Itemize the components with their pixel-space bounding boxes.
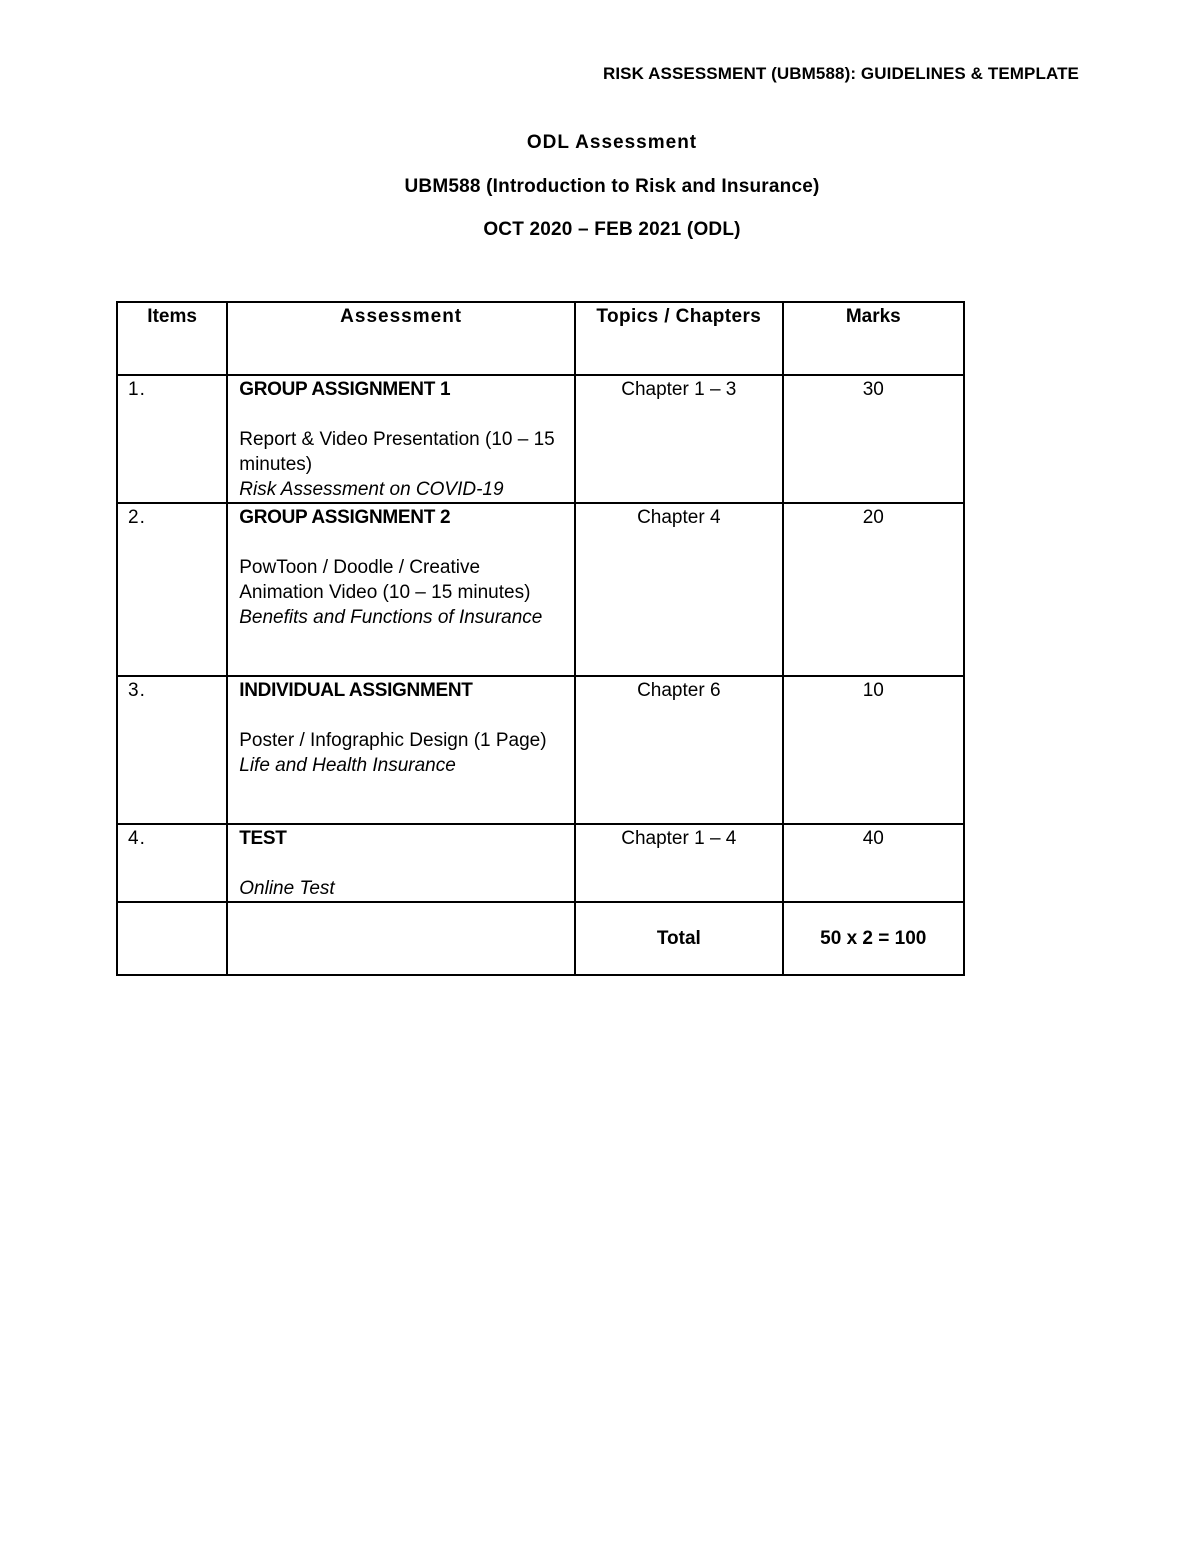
total-label: Total — [575, 902, 782, 975]
header-assessment: Assessment — [227, 302, 575, 375]
header-marks: Marks — [783, 302, 964, 375]
assessment-topic: Life and Health Insurance — [239, 755, 456, 776]
table-row — [117, 503, 964, 676]
row-assessment — [227, 676, 575, 824]
assessment-title: GROUP ASSIGNMENT 1 — [239, 379, 451, 400]
row-marks: 10 — [783, 676, 964, 824]
assessment-topic: Online Test — [239, 878, 335, 899]
total-empty-cell — [227, 902, 575, 975]
semester-title: OCT 2020 – FEB 2021 (ODL) — [483, 219, 741, 240]
row-marks: 30 — [783, 375, 964, 503]
row-chapters: Chapter 4 — [575, 503, 782, 676]
row-chapters: Chapter 6 — [575, 676, 782, 824]
total-value: 50 x 2 = 100 — [783, 902, 964, 975]
assessment-title: TEST — [239, 828, 287, 849]
header-items: Items — [117, 302, 227, 375]
document-title: ODL Assessment — [526, 132, 698, 153]
row-chapters: Chapter 1 – 3 — [575, 375, 782, 503]
running-header: RISK ASSESSMENT (UBM588): GUIDELINES & TEMPLATE — [602, 64, 1079, 83]
assessment-table — [116, 301, 965, 976]
assessment-description: Poster / Infographic Design (1 Page) — [239, 730, 547, 751]
row-item-number: 3. — [117, 676, 227, 824]
header-topics: Topics / Chapters — [575, 302, 782, 375]
assessment-topic: Benefits and Functions of Insurance — [239, 607, 543, 628]
assessment-description: Report & Video Presentation (10 – 15 minutes) — [239, 429, 555, 475]
table-row — [117, 824, 964, 902]
assessment-topic: Risk Assessment on COVID-19 — [239, 479, 504, 500]
assessment-description: PowToon / Doodle / Creative Animation Video (10 – 15 minutes) — [239, 557, 531, 603]
table-row — [117, 375, 964, 503]
row-item-number: 1. — [117, 375, 227, 503]
row-assessment — [227, 824, 575, 902]
row-item-number: 2. — [117, 503, 227, 676]
row-chapters: Chapter 1 – 4 — [575, 824, 782, 902]
row-assessment — [227, 375, 575, 503]
course-title: UBM588 (Introduction to Risk and Insurance) — [404, 176, 820, 197]
row-assessment — [227, 503, 575, 676]
table-header-row — [117, 302, 964, 375]
table-row — [117, 676, 964, 824]
row-marks: 20 — [783, 503, 964, 676]
total-empty-cell — [117, 902, 227, 975]
assessment-title: INDIVIDUAL ASSIGNMENT — [239, 680, 473, 701]
row-marks: 40 — [783, 824, 964, 902]
assessment-title: GROUP ASSIGNMENT 2 — [239, 507, 451, 528]
total-row — [117, 902, 964, 975]
row-item-number: 4. — [117, 824, 227, 902]
